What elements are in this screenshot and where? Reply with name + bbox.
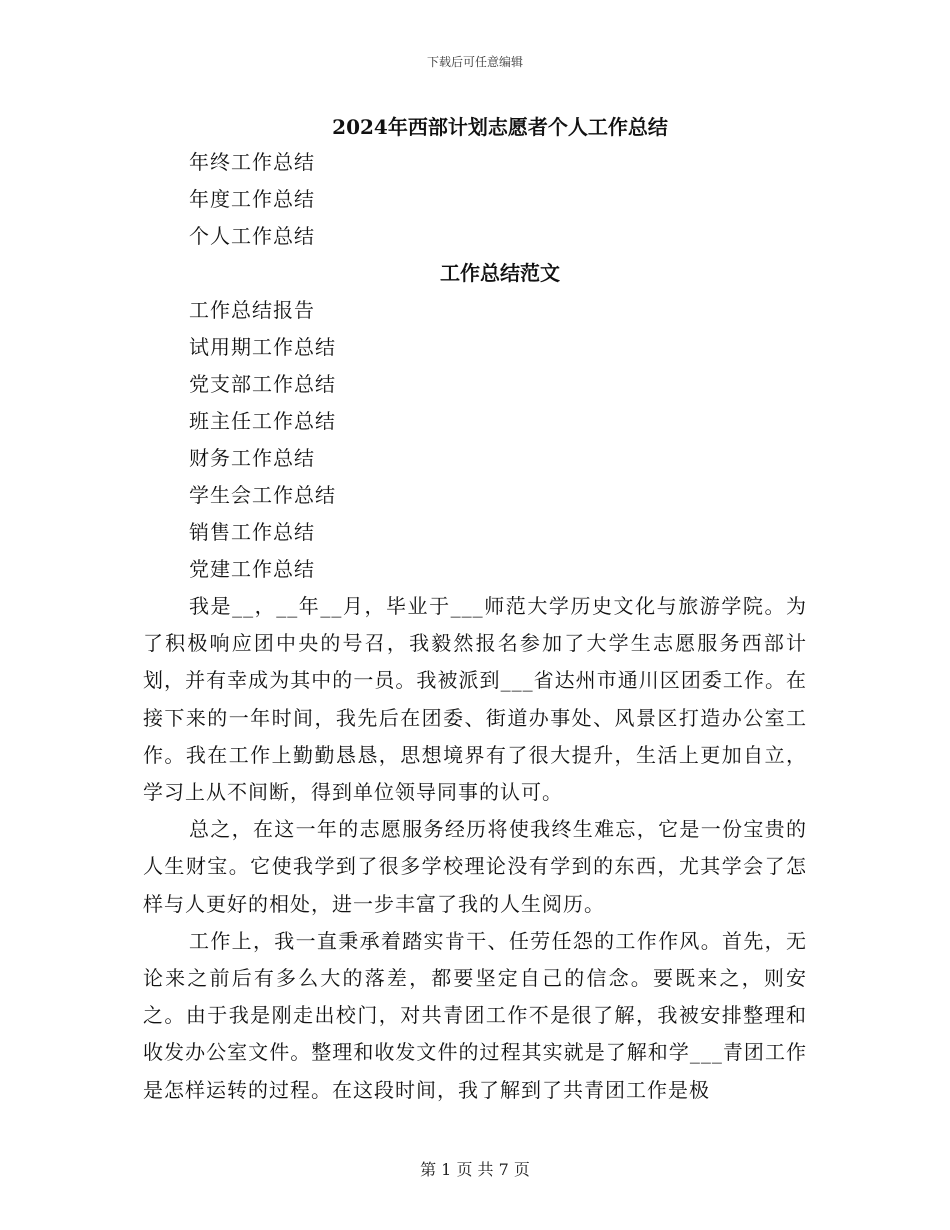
related-link-party-branch-summary[interactable]: 党支部工作总结 bbox=[189, 372, 336, 396]
document-body bbox=[143, 110, 807, 1109]
related-links-group-2 bbox=[143, 292, 807, 588]
related-link-finance-summary[interactable]: 财务工作总结 bbox=[189, 446, 315, 470]
related-link-student-union-summary[interactable]: 学生会工作总结 bbox=[189, 483, 336, 507]
related-link-year-end-summary[interactable]: 年终工作总结 bbox=[189, 150, 315, 174]
related-links-group-1 bbox=[143, 144, 807, 255]
page-header-note: 下载后可任意编辑 bbox=[426, 55, 523, 69]
related-link-party-building-summary[interactable]: 党建工作总结 bbox=[189, 557, 315, 581]
document-title: 2024年西部计划志愿者个人工作总结 bbox=[332, 115, 668, 139]
related-link-class-teacher-summary[interactable]: 班主任工作总结 bbox=[189, 409, 336, 433]
related-link-annual-summary[interactable]: 年度工作总结 bbox=[189, 187, 315, 211]
related-link-sales-summary[interactable]: 销售工作总结 bbox=[189, 520, 315, 544]
section-title: 工作总结范文 bbox=[440, 261, 560, 285]
related-link-summary-report[interactable]: 工作总结报告 bbox=[189, 298, 315, 322]
related-link-probation-summary[interactable]: 试用期工作总结 bbox=[189, 335, 336, 359]
body-paragraph: 我是__，__年__月，毕业于___师范大学历史文化与旅游学院。为了积极响应团中央的号召，我毅然报名参加了大学生志愿服务西部计划，并有幸成为其中的一员。我被派到___省达州市通川区团委工作。在接下来的一年时间，我先后在团委、街道办事处、风景区打造办公室工作。我在工作上勤勤恳恳，思想境界有了很大提升，生活上更加自立，学习上从不间断，得到单位领导同事的认可。 bbox=[143, 594, 807, 805]
body-paragraph: 工作上，我一直秉承着踏实肯干、任劳任怨的工作作风。首先，无论来之前后有多么大的落差，都要坚定自己的信念。要既来之，则安之。由于我是刚走出校门，对共青团工作不是很了解，我被安排整理和收发办公室文件。整理和收发文件的过程其实就是了解和学___青团工作是怎样运转的过程。在这段时间，我了解到了共青团工作是极 bbox=[143, 928, 807, 1102]
related-link-personal-summary[interactable]: 个人工作总结 bbox=[189, 224, 315, 248]
page-number: 第 1 页 共 7 页 bbox=[420, 1160, 530, 1179]
body-paragraph: 总之，在这一年的志愿服务经历将使我终生难忘，它是一份宝贵的人生财宝。它使我学到了很多学校理论没有学到的东西，尤其学会了怎样与人更好的相处，进一步丰富了我的人生阅历。 bbox=[143, 817, 807, 916]
